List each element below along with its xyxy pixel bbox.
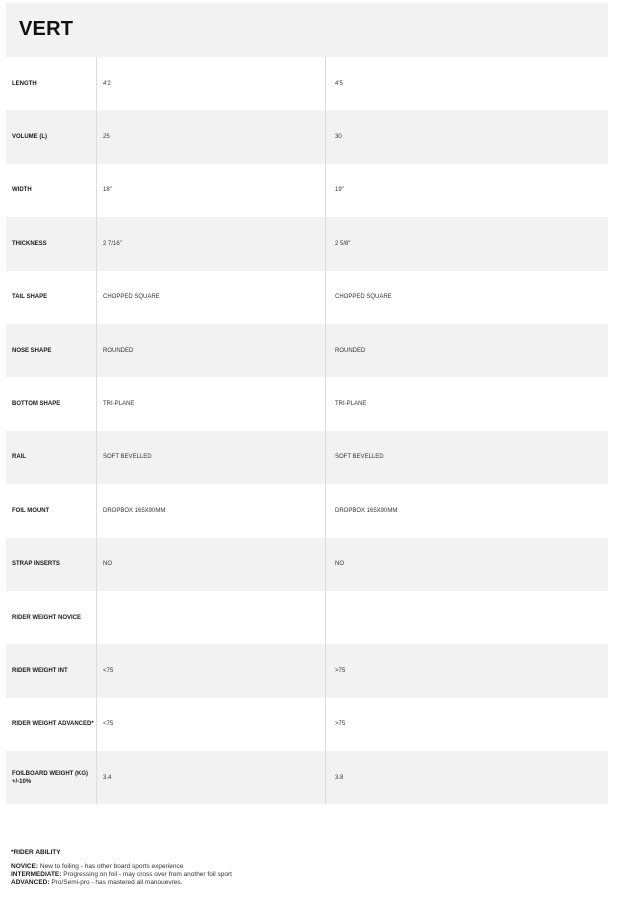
- note-line: [11, 871, 232, 879]
- spec-value-col2: ROUNDED: [335, 347, 366, 354]
- spec-value-col1: TRI-PLANE: [103, 401, 135, 408]
- spec-label: RAIL: [12, 454, 26, 461]
- note-line: [11, 863, 232, 871]
- spec-label: THICKNESS: [12, 240, 47, 247]
- spec-value-col1: [103, 591, 323, 644]
- spec-value-col1: 2 7/16": [103, 240, 122, 247]
- note-term: NOVICE:: [11, 863, 39, 870]
- spec-value-col1: 4'2: [103, 80, 111, 87]
- title-bar: [6, 3, 608, 57]
- spec-value-col1: 3.4: [103, 774, 112, 781]
- spec-value-col2: 30: [335, 134, 342, 141]
- spec-value-col1: <75: [103, 667, 114, 674]
- spec-value-col2: TRI-PLANE: [335, 401, 367, 408]
- note-term: INTERMEDIATE:: [11, 871, 62, 878]
- spec-value-col1: NO: [103, 561, 112, 568]
- spec-label: LENGTH: [12, 80, 37, 87]
- spec-value-col1: ROUNDED: [103, 347, 134, 354]
- spec-value-col1: 18": [103, 187, 112, 194]
- spec-value-col2: >75: [335, 667, 346, 674]
- spec-value-col2: CHOPPED SQUARE: [335, 294, 392, 301]
- spec-value-col1: 25: [103, 134, 110, 141]
- spec-label: BOTTOM SHAPE: [12, 401, 61, 408]
- spec-value-col1: CHOPPED SQUARE: [103, 294, 160, 301]
- note-text: Pro/Semi-pro - has mastered all manouevres.: [51, 879, 183, 886]
- spec-value-col1: SOFT BEVELLED: [103, 454, 152, 461]
- spec-label: RIDER WEIGHT ADVANCED*: [12, 721, 94, 728]
- spec-label: TAIL SHAPE: [12, 294, 48, 301]
- spec-value-col2: 2 5/8": [335, 240, 351, 247]
- spec-value-col2: 19": [335, 187, 344, 194]
- column-divider: [325, 57, 326, 804]
- spec-label: RIDER WEIGHT NOVICE: [12, 614, 82, 621]
- spec-value-col2: NO: [335, 561, 344, 568]
- note-line: [11, 879, 232, 887]
- note-text: Progressing on foil - may cross over from another foil sport: [63, 871, 232, 878]
- note-text: New to foiling - has other board sports experience: [39, 863, 184, 870]
- spec-value-col2: 3.8: [335, 774, 344, 781]
- column-divider: [96, 57, 97, 804]
- spec-value-col2: >75: [335, 721, 346, 728]
- spec-label: VOLUME (L): [12, 134, 47, 141]
- spec-value-col2: [335, 591, 595, 644]
- spec-label: RIDER WEIGHT INT: [12, 667, 68, 674]
- spec-label: NOSE SHAPE: [12, 347, 52, 354]
- spec-value-col2: DROPBOX 165X90MM: [335, 507, 398, 514]
- spec-label: WIDTH: [12, 187, 32, 194]
- page-title: VERT: [19, 18, 74, 40]
- spec-label: STRAP INSERTS: [12, 561, 60, 568]
- rider-ability-notes: [11, 849, 232, 887]
- spec-label: FOILBOARD WEIGHT (KG) +/-10%: [12, 770, 88, 785]
- spec-value-col2: SOFT BEVELLED: [335, 454, 384, 461]
- spec-value-col1: <75: [103, 721, 114, 728]
- spec-value-col2: 4'5: [335, 80, 343, 87]
- spec-label: FOIL MOUNT: [12, 507, 50, 514]
- notes-heading: *RIDER ABILITY: [11, 849, 61, 856]
- spec-value-col1: DROPBOX 165X90MM: [103, 507, 166, 514]
- note-term: ADVANCED:: [11, 879, 50, 886]
